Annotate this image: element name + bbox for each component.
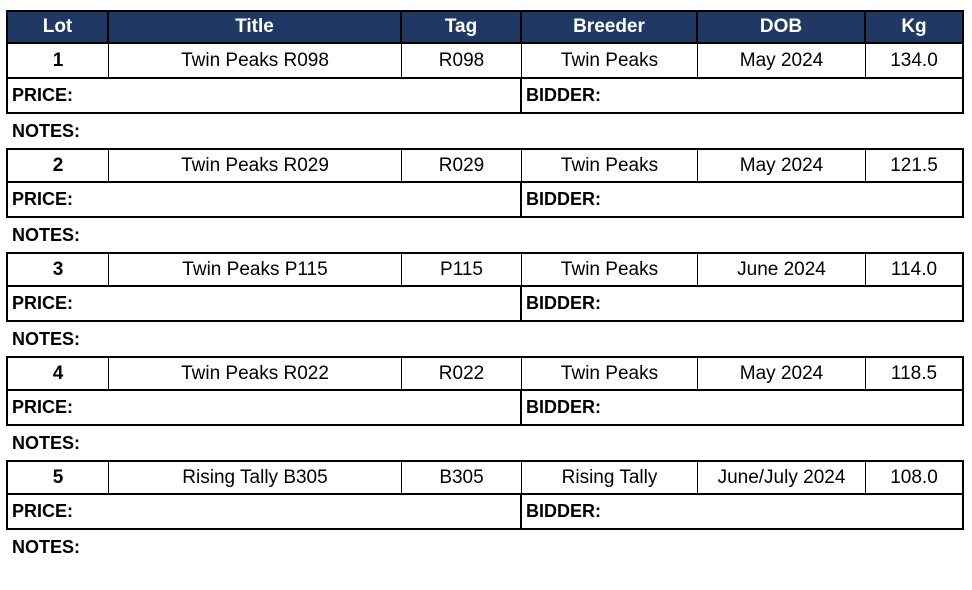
bidder-field[interactable]: BIDDER: [526, 293, 601, 313]
lot-kg: 121.5 [890, 154, 938, 176]
lot-title: Twin Peaks P115 [109, 254, 402, 285]
lot-tag: R029 [402, 150, 522, 181]
lot-tag: P115 [402, 254, 522, 285]
lot-dob: May 2024 [698, 44, 866, 77]
header-title: Title [109, 12, 402, 42]
notes-field[interactable]: NOTES: [12, 120, 81, 141]
lot-list [6, 44, 964, 564]
lot-tag: R098 [402, 44, 522, 77]
lot-number: 2 [8, 150, 109, 181]
lot-title: Rising Tally B305 [109, 462, 402, 493]
header-kg: Kg [901, 16, 927, 37]
price-bidder-row [6, 391, 964, 426]
lot-dob: May 2024 [698, 358, 866, 389]
header-lot: Lot [8, 12, 109, 42]
price-bidder-row [6, 495, 964, 530]
lot-number: 1 [8, 44, 109, 77]
price-field[interactable]: PRICE: [8, 79, 522, 112]
price-bidder-row [6, 183, 964, 218]
header-dob: DOB [698, 12, 866, 42]
lot-breeder: Twin Peaks [522, 150, 698, 181]
lot-breeder: Twin Peaks [522, 44, 698, 77]
sale-sheet [6, 10, 964, 564]
price-field[interactable]: PRICE: [8, 287, 522, 320]
lot-dob: May 2024 [698, 150, 866, 181]
lot-number: 5 [8, 462, 109, 493]
price-field[interactable]: PRICE: [8, 495, 522, 528]
lot-tag: B305 [402, 462, 522, 493]
lot-row [6, 252, 964, 287]
notes-field[interactable]: NOTES: [12, 224, 81, 245]
header-tag: Tag [402, 12, 522, 42]
lot-title: Twin Peaks R098 [109, 44, 402, 77]
lot-title: Twin Peaks R022 [109, 358, 402, 389]
price-bidder-row [6, 287, 964, 322]
lot-dob: June 2024 [698, 254, 866, 285]
bidder-field[interactable]: BIDDER: [526, 397, 601, 417]
lot-number: 3 [8, 254, 109, 285]
lot-kg: 108.0 [890, 466, 938, 488]
lot-dob: June/July 2024 [698, 462, 866, 493]
price-field[interactable]: PRICE: [8, 183, 522, 216]
lot-kg: 114.0 [890, 258, 938, 280]
header-row [6, 10, 964, 44]
lot-tag: R022 [402, 358, 522, 389]
lot-number: 4 [8, 358, 109, 389]
price-field[interactable]: PRICE: [8, 391, 522, 424]
bidder-field[interactable]: BIDDER: [526, 85, 601, 105]
lot-breeder: Twin Peaks [522, 254, 698, 285]
lot-breeder: Twin Peaks [522, 358, 698, 389]
bidder-field[interactable]: BIDDER: [526, 501, 601, 521]
bidder-field[interactable]: BIDDER: [526, 189, 601, 209]
lot-row [6, 356, 964, 391]
notes-field[interactable]: NOTES: [12, 328, 81, 349]
lot-row [6, 44, 964, 79]
notes-field[interactable]: NOTES: [12, 536, 81, 557]
lot-row [6, 460, 964, 495]
price-bidder-row [6, 79, 964, 114]
lot-title: Twin Peaks R029 [109, 150, 402, 181]
lot-kg: 134.0 [890, 49, 938, 71]
lot-kg: 118.5 [890, 362, 938, 384]
lot-breeder: Rising Tally [522, 462, 698, 493]
notes-field[interactable]: NOTES: [12, 432, 81, 453]
lot-row [6, 148, 964, 183]
header-breeder: Breeder [522, 12, 698, 42]
